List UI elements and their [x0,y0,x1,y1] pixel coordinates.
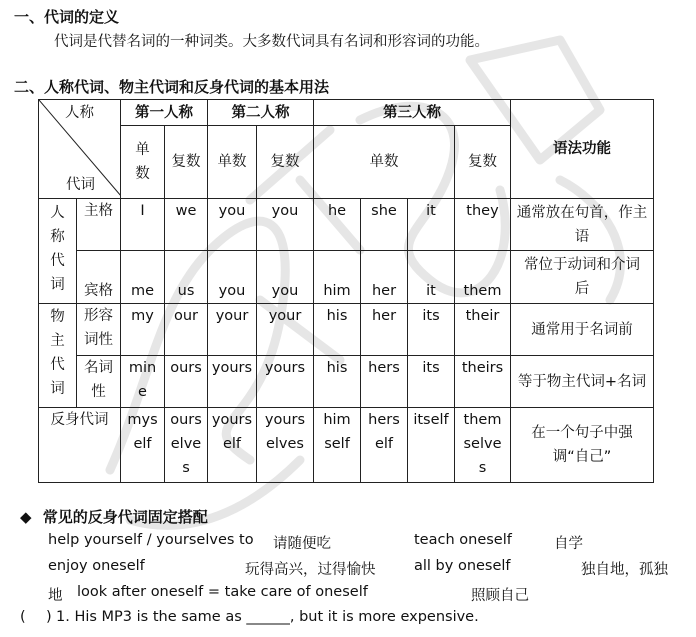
func-cell: 通常用于名词前 [511,304,654,356]
diag-label-top: 人称 [65,105,94,121]
phrase-cn: 自学 [554,536,583,552]
table-cell: yours elf [208,408,257,483]
table-cell: its [408,356,455,408]
row-label: 反身代词 [39,408,121,483]
group-header-second: 第二人称 [208,100,314,126]
row-label: 形容 词性 [77,304,121,356]
func-header: 语法功能 [511,100,654,199]
section1-heading: 一、代词的定义 [14,8,120,26]
table-cell: my [121,304,165,356]
table-cell: your [208,304,257,356]
table-cell: you [208,199,257,251]
section3-heading-line [20,506,208,527]
sub-header-singular: 单数 [208,126,257,199]
phrase-en: enjoy oneself [48,558,145,574]
phrase-en: all by oneself [414,558,511,574]
table-cell: your [257,304,314,356]
table-cell: hers elf [361,408,408,483]
table-cell: we [165,199,208,251]
table-cell: yours elves [257,408,314,483]
table-cell: you [257,199,314,251]
table-cell: hers [361,356,408,408]
group-header-third: 第三人称 [314,100,511,126]
table-cell: min e [121,356,165,408]
table-cell: yours [257,356,314,408]
question-paren-open: ( [20,609,26,625]
phrase-cn: 独自地，孤独 [581,562,668,578]
table-cell: yours [208,356,257,408]
row-label: 主格 [77,199,121,251]
table-cell: it [408,251,455,304]
header-diagonal-cell [39,100,121,199]
phrase-en: teach oneself [414,532,512,548]
table-cell: his [314,304,361,356]
section2-heading: 二、人称代词、物主代词和反身代词的基本用法 [14,78,330,96]
sub-header-plural: 复数 [257,126,314,199]
table-cell: I [121,199,165,251]
func-cell: 常位于动词和介词后 [511,251,654,304]
func-cell: 等于物主代词+名词 [511,356,654,408]
diag-label-bottom: 代词 [66,177,95,193]
section1-body: 代词是代替名词的一种词类。大多数代词具有名词和形容词的功能。 [54,34,489,50]
table-cell: ours elve s [165,408,208,483]
table-cell: our [165,304,208,356]
row-group-possessive: 物 主 代 词 [39,304,77,408]
table-cell: their [455,304,511,356]
table-cell: her [361,251,408,304]
pronoun-table [38,99,654,483]
sub-header-singular: 单 数 [121,126,165,199]
table-cell: its [408,304,455,356]
table-cell: me [121,251,165,304]
table-cell: theirs [455,356,511,408]
diamond-bullet-icon: ◆ [20,508,32,526]
question-text: 1. His MP3 is the same as ______, but it is more expensive. [56,609,479,625]
sub-header-plural: 复数 [165,126,208,199]
func-cell: 在一个句子中强调“自己” [511,408,654,483]
table-cell: her [361,304,408,356]
group-header-first: 第一人称 [121,100,208,126]
sub-header-singular: 单数 [314,126,455,199]
table-cell: them [455,251,511,304]
table-cell: mys elf [121,408,165,483]
table-cell: them selve s [455,408,511,483]
table-cell: ours [165,356,208,408]
phrase-cn: 玩得高兴，过得愉快 [245,562,376,578]
question-paren-close: ) [46,609,52,625]
table-cell: it [408,199,455,251]
table-cell: they [455,199,511,251]
table-cell: him self [314,408,361,483]
table-cell: itself [408,408,455,483]
phrase-cn: 请随便吃 [273,536,331,552]
section3-heading: 常见的反身代词固定搭配 [42,508,208,526]
func-cell: 通常放在句首，作主语 [511,199,654,251]
table-cell: us [165,251,208,304]
table-cell: him [314,251,361,304]
phrase-en: help yourself / yourselves to [48,532,254,548]
row-label: 名词 性 [77,356,121,408]
table-cell: you [257,251,314,304]
sub-header-plural: 复数 [455,126,511,199]
phrase-cn: 照顾自己 [471,588,529,604]
table-cell: she [361,199,408,251]
row-group-personal: 人 称 代 词 [39,199,77,304]
table-cell: his [314,356,361,408]
row-label: 宾格 [77,251,121,304]
phrase-cn: 地 [48,588,63,604]
table-cell: you [208,251,257,304]
phrase-en: look after oneself = take care of oneself [77,584,368,600]
table-cell: he [314,199,361,251]
